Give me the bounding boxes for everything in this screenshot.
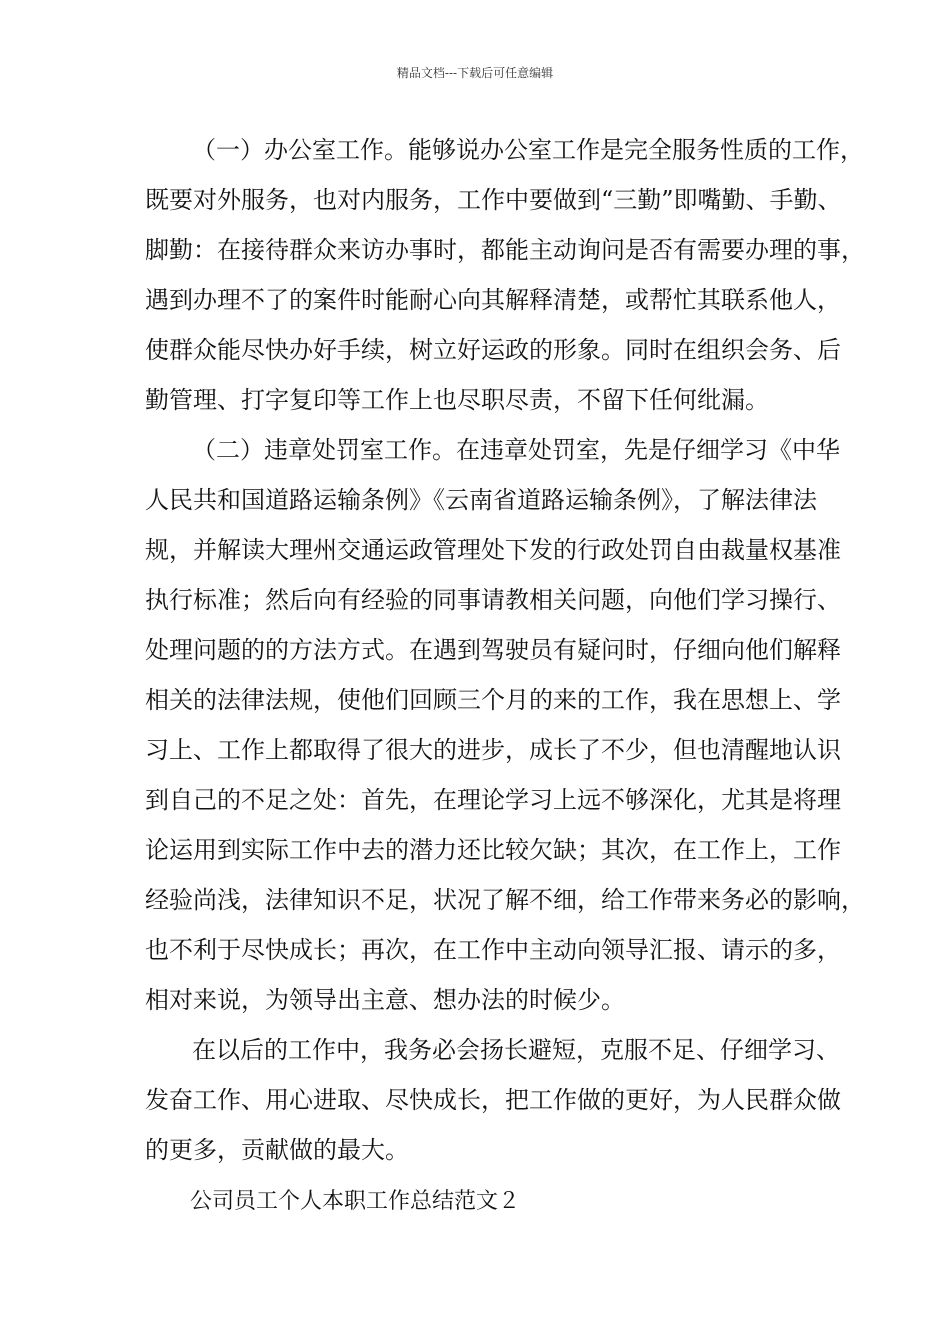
paragraph-line: 的更多，贡献做的最大。 — [145, 1136, 409, 1164]
paragraph-line: 在以后的工作中，我务必会扬长避短，克服不足、仔细学习、 — [192, 1036, 840, 1064]
paragraph-line: （二）违章处罚室工作。在违章处罚室，先是仔细学习《中华 — [192, 436, 840, 464]
page-header: 精品文档---下载后可任意编辑 — [396, 66, 554, 80]
paragraph-line: 遇到办理不了的案件时能耐心向其解释清楚，或帮忙其联系他人， — [145, 286, 841, 314]
paragraph-line: 使群众能尽快办好手续，树立好运政的形象。同时在组织会务、后 — [145, 336, 841, 364]
paragraph-line: 相关的法律法规，使他们回顾三个月的来的工作，我在思想上、学 — [145, 686, 841, 714]
paragraph-line: 勤管理、打字复印等工作上也尽职尽责，不留下任何纰漏。 — [145, 386, 769, 414]
paragraph-line: 论运用到实际工作中去的潜力还比较欠缺；其次，在工作上，工作 — [145, 836, 841, 864]
paragraph-line: 发奋工作、用心进取、尽快成长，把工作做的更好，为人民群众做 — [145, 1086, 841, 1114]
paragraph-line: 脚勤：在接待群众来访办事时，都能主动询问是否有需要办理的事， — [145, 236, 865, 264]
paragraph-line: 规，并解读大理州交通运政管理处下发的行政处罚自由裁量权基准 — [145, 536, 841, 564]
paragraph-line: 习上、工作上都取得了很大的进步，成长了不少，但也清醒地认识 — [145, 736, 841, 764]
section-heading: 公司员工个人本职工作总结范文２ — [190, 1189, 521, 1214]
paragraph-line: 既要对外服务，也对内服务，工作中要做到“三勤”即嘴勤、手勤、 — [145, 186, 842, 214]
paragraph-line: 人民共和国道路运输条例》《云南省道路运输条例》，了解法律法 — [145, 486, 817, 514]
paragraph-line: 到自己的不足之处：首先，在理论学习上远不够深化，尤其是将理 — [145, 786, 841, 814]
paragraph-line: （一）办公室工作。能够说办公室工作是完全服务性质的工作， — [192, 136, 864, 164]
paragraph-line: 执行标准；然后向有经验的同事请教相关问题，向他们学习操行、 — [145, 586, 841, 614]
paragraph-line: 相对来说，为领导出主意、想办法的时候少。 — [145, 986, 625, 1014]
paragraph-line: 也不利于尽快成长；再次，在工作中主动向领导汇报、请示的多， — [145, 936, 841, 964]
paragraph-line: 处理问题的的方法方式。在遇到驾驶员有疑问时，仔细向他们解释 — [145, 636, 841, 664]
paragraph-line: 经验尚浅，法律知识不足，状况了解不细，给工作带来务必的影响， — [145, 886, 865, 914]
